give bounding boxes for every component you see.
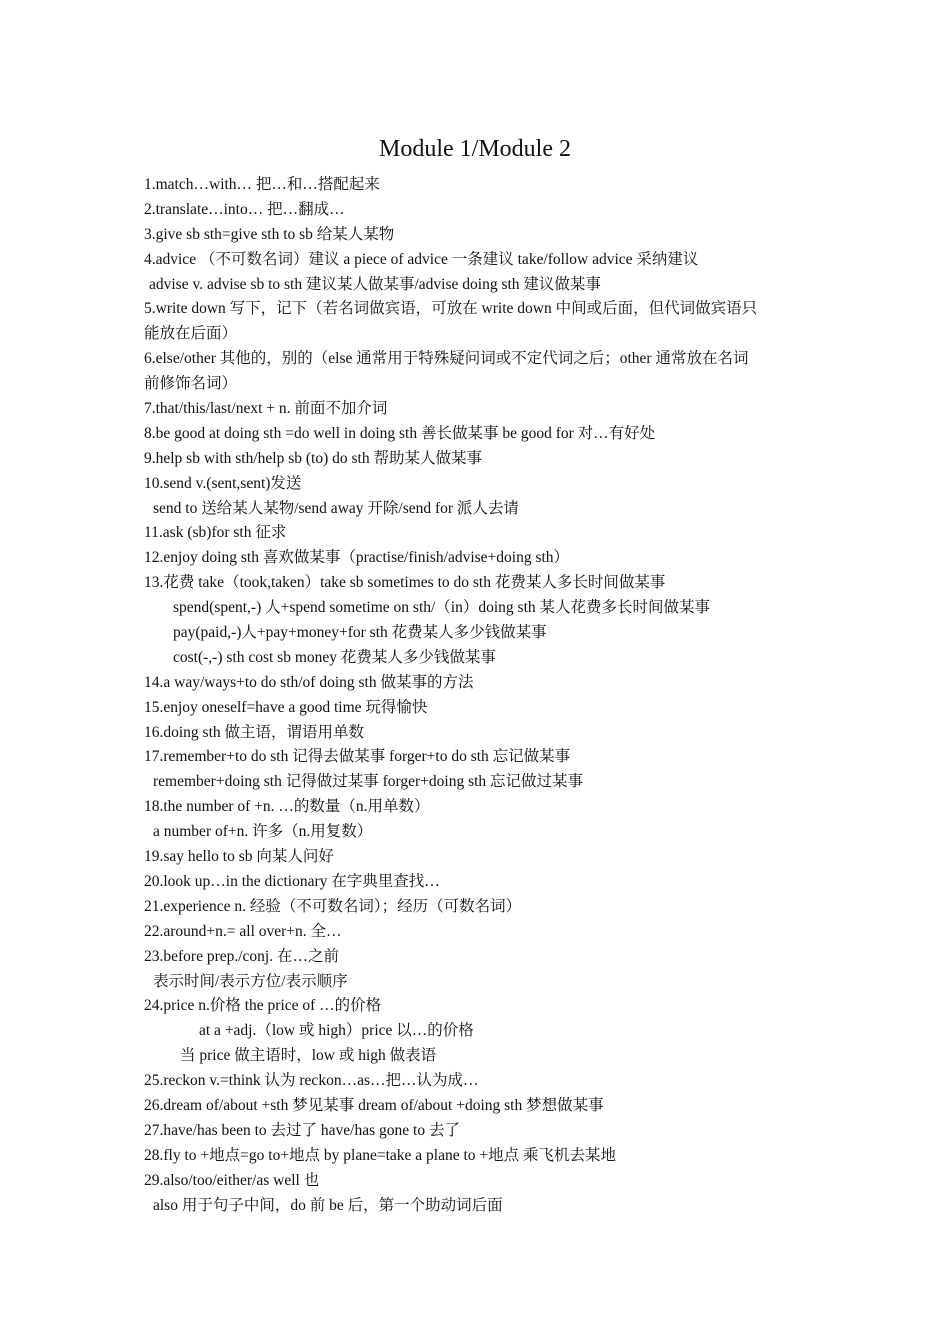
- note-line: 16.doing sth 做主语，谓语用单数: [144, 723, 365, 741]
- notes-list: [144, 173, 816, 1218]
- note-line: pay(paid,-)人+pay+money+for sth 花费某人多少钱做某事: [173, 624, 547, 642]
- note-line: 20.look up…in the dictionary 在字典里查找…: [144, 872, 440, 890]
- page-title: Module 1/Module 2: [379, 136, 571, 162]
- note-line: 12.enjoy doing sth 喜欢做某事（practise/finish/advise+doing sth）: [144, 549, 570, 567]
- note-line: 4.advice （不可数名词）建议 a piece of advice 一条建议 take/follow advice 采纳建议: [144, 250, 699, 268]
- note-line: 表示时间/表示方位/表示顺序: [153, 972, 348, 990]
- note-line: cost(-,-) sth cost sb money 花费某人多少钱做某事: [173, 648, 496, 666]
- note-line: 23.before prep./conj. 在…之前: [144, 947, 339, 965]
- note-line: 10.send v.(sent,sent)发送: [144, 474, 302, 492]
- note-line: 29.also/too/either/as well 也: [144, 1171, 320, 1189]
- note-line: 6.else/other 其他的，别的（else 通常用于特殊疑问词或不定代词之后；other 通常放在名词: [144, 350, 749, 368]
- note-line: 3.give sb sth=give sth to sb 给某人某物: [144, 225, 395, 243]
- note-line: 15.enjoy oneself=have a good time 玩得愉快: [144, 698, 428, 716]
- note-line: 2.translate…into… 把…翻成…: [144, 200, 345, 218]
- note-line: also 用于句子中间，do 前 be 后，第一个助动词后面: [153, 1196, 503, 1214]
- note-line: send to 送给某人某物/send away 开除/send for 派人去请: [153, 499, 519, 517]
- note-line: 17.remember+to do sth 记得去做某事 forger+to do sth 忘记做某事: [144, 748, 571, 766]
- note-line: 26.dream of/about +sth 梦见某事 dream of/about +doing sth 梦想做某事: [144, 1096, 604, 1114]
- note-line: 11.ask (sb)for sth 征求: [144, 524, 287, 542]
- note-line: 14.a way/ways+to do sth/of doing sth 做某事的方法: [144, 673, 474, 691]
- note-line: 28.fly to +地点=go to+地点 by plane=take a plane to +地点 乘飞机去某地: [144, 1146, 617, 1164]
- note-line: 7.that/this/last/next + n. 前面不加介词: [144, 400, 388, 418]
- note-line: spend(spent,-) 人+spend sometime on sth/（in）doing sth 某人花费多长时间做某事: [173, 599, 711, 617]
- note-line: 25.reckon v.=think 认为 reckon…as…把…认为成…: [144, 1072, 479, 1090]
- note-line: 9.help sb with sth/help sb (to) do sth 帮助某人做某事: [144, 449, 482, 467]
- note-line: remember+doing sth 记得做过某事 forger+doing sth 忘记做过某事: [153, 773, 584, 791]
- note-line: 13.花费 take（took,taken）take sb sometimes to do sth 花费某人多长时间做某事: [144, 574, 666, 592]
- note-line: 5.write down 写下，记下（若名词做宾语，可放在 write down 中间或后面，但代词做宾语只: [144, 300, 758, 318]
- note-line: 27.have/has been to 去过了 have/has gone to 去了: [144, 1121, 460, 1139]
- note-line: 21.experience n. 经验（不可数名词）；经历（可数名词）: [144, 897, 522, 915]
- note-line: 能放在后面）: [144, 325, 238, 343]
- note-line: 18.the number of +n. …的数量（n.用单数）: [144, 798, 430, 816]
- note-line: a number of+n. 许多（n.用复数）: [153, 823, 373, 841]
- note-line: 1.match…with… 把…和…搭配起来: [144, 176, 380, 193]
- note-line: 19.say hello to sb 向某人问好: [144, 848, 334, 866]
- note-line: 8.be good at doing sth =do well in doing sth 善长做某事 be good for 对…有好处: [144, 424, 656, 442]
- note-line: advise v. advise sb to sth 建议某人做某事/advise doing sth 建议做某事: [149, 275, 601, 293]
- note-line: 22.around+n.= all over+n. 全…: [144, 922, 342, 940]
- note-line: 前修饰名词）: [144, 375, 238, 393]
- note-line: at a +adj.（low 或 high）price 以…的价格: [199, 1022, 474, 1040]
- note-line: 24.price n.价格 the price of …的价格: [144, 997, 382, 1015]
- note-line: 当 price 做主语时，low 或 high 做表语: [180, 1047, 437, 1065]
